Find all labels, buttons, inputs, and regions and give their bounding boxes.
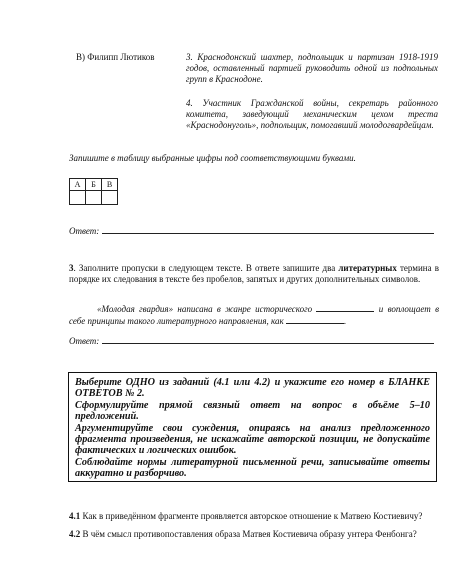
task3-prompt: 3. Заполните пропуски в следующем тексте. В ответе запишите два литературных термина в порядке их следования в тексте без пробелов, запятых и других дополнительных символов. (69, 263, 439, 284)
answer-line-2 (69, 335, 434, 347)
box-line-4: Соблюдайте нормы литературной письменной речи, записывайте ответы аккуратно и разборчиво. (75, 456, 430, 480)
instruction-text: Запишите в таблицу выбранные цифры под соответствующими буквами. (69, 153, 356, 163)
box-line-2: Сформулируйте прямой связный ответ на вопрос в объёме 5–10 предложений. (75, 399, 430, 423)
grid-header-v: В (102, 179, 118, 191)
box-line-3: Аргументируйте свои суждения, опираясь на анализ предложенного фрагмента произведения, не искажайте авторской позиции, не допускайте фактических и логических ошибок. (75, 422, 430, 457)
question-4-2: 4.2 В чём смысл противопоставления образа Матвея Костиевича образу унтера Фенбонга? (69, 529, 417, 539)
blank-1[interactable] (316, 303, 374, 312)
answer-line-1 (69, 225, 434, 237)
instructions-box (68, 372, 437, 482)
match-option-4: 4. Участник Гражданской войны, секретарь районного комитета, заведующий механическим цехом треста «Краснодонуголь», подпольщик, помогавший молодогвардейцам. (186, 98, 438, 130)
grid-header-a: А (70, 179, 86, 191)
grid-cell-a[interactable] (70, 191, 86, 205)
answer-label: Ответ: (69, 336, 100, 346)
answer-field[interactable] (102, 225, 434, 234)
match-left-item: В) Филипп Лютиков (76, 52, 155, 62)
answer-label: Ответ: (69, 226, 100, 236)
grid-cell-v[interactable] (102, 191, 118, 205)
task3-passage: «Молодая гвардия» написана в жанре исторического и воплощает в себе принципы такого литературного направления, как . (69, 304, 440, 326)
grid-header-b: Б (86, 179, 102, 191)
grid-cell-b[interactable] (86, 191, 102, 205)
question-4-1: 4.1 Как в приведённом фрагменте проявляется авторское отношение к Матвею Костиевичу? (69, 511, 423, 521)
answer-field[interactable] (102, 335, 434, 344)
task3-bold-word: литературных (338, 263, 397, 273)
box-line-1: Выберите ОДНО из заданий (4.1 или 4.2) и укажите его номер в БЛАНКЕ ОТВЕТОВ № 2. (75, 377, 430, 400)
task3-number: 3 (69, 263, 74, 273)
answer-grid (69, 178, 118, 205)
match-option-3: 3. Краснодонский шахтер, подпольщик и партизан 1918-1919 годов, оставленный партией руководить одной из подпольных групп в Краснодоне. (186, 52, 438, 84)
blank-2[interactable] (286, 315, 344, 324)
